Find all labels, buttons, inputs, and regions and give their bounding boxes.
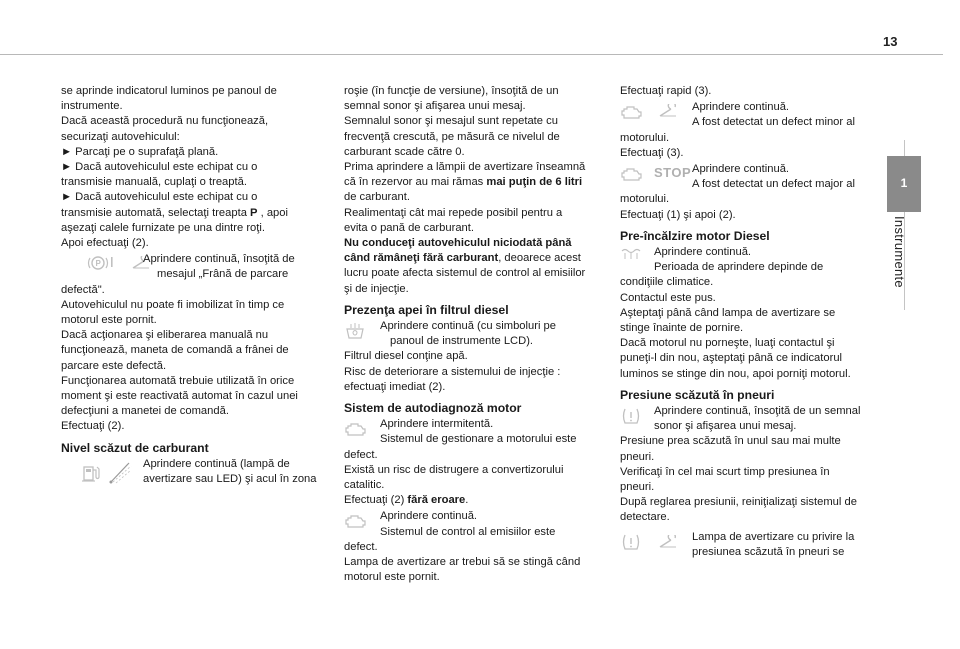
text-line: Aprindere continuă (lampă de bbox=[143, 457, 290, 470]
wrench-icon bbox=[658, 104, 680, 118]
text-line: instrumente. bbox=[61, 100, 123, 113]
low-fuel-warning-row bbox=[61, 457, 323, 487]
warning-icons bbox=[620, 100, 692, 119]
text-line: de carburant. bbox=[344, 191, 410, 204]
text-line: Dacă motorul nu porneşte, luaţi contactul şi bbox=[620, 337, 835, 350]
header-rule bbox=[0, 54, 943, 55]
text-line: lucru poate afecta sistemul de control al emisiilor bbox=[344, 267, 586, 280]
text-line: Lampa de avertizare cu privire la bbox=[692, 530, 855, 543]
warning-icons bbox=[344, 417, 380, 436]
text-line: Perioada de aprindere depinde de bbox=[654, 261, 824, 274]
section-heading-water-in-filter: Prezenţa apei în filtrul diesel bbox=[344, 302, 509, 317]
text-line: Prima aprindere a lămpii de avertizare înseamnă bbox=[344, 161, 586, 174]
text-line: Efectuaţi (1) şi apoi (2). bbox=[620, 208, 736, 221]
engine-flashing-row bbox=[344, 417, 606, 447]
text-line bbox=[344, 251, 606, 266]
text-line: Aprindere continuă. bbox=[692, 101, 790, 114]
water-filter-icon bbox=[344, 322, 366, 340]
icon-description bbox=[143, 457, 317, 487]
engine-icon bbox=[344, 420, 368, 436]
text-line: sonor şi afişarea unui mesaj. bbox=[654, 420, 797, 433]
chapter-number: 1 bbox=[900, 176, 908, 190]
text-line: panoul de instrumente LCD). bbox=[390, 335, 534, 348]
fuel-gauge-needle-icon bbox=[107, 460, 133, 486]
text-line: se aprinde indicatorul luminos pe panoul de bbox=[61, 85, 277, 97]
text-line: Sistemul de gestionare a motorului este bbox=[380, 433, 577, 446]
engine-icon bbox=[620, 103, 644, 119]
text-line: securizaţi autovehiculul: bbox=[61, 130, 180, 143]
wrench-icon bbox=[658, 535, 680, 549]
text-line: ► Dacă autovehiculul este echipat cu o bbox=[61, 161, 258, 174]
text-line: condiţiile climatice. bbox=[620, 276, 714, 289]
warning-icons bbox=[620, 245, 654, 260]
text-line: Autovehiculul nu poate fi imobilizat în timp ce bbox=[61, 298, 285, 311]
icon-description bbox=[692, 530, 854, 560]
text-line: Semnalul sonor şi mesajul sunt repetate cu bbox=[344, 115, 558, 128]
text-line: A fost detectat un defect minor al bbox=[692, 116, 855, 129]
section-heading-engine-self-diagnosis: Sistem de autodiagnoză motor bbox=[344, 401, 522, 416]
text-line: Aprindere continuă. bbox=[692, 163, 790, 176]
text-line: Efectuaţi (3). bbox=[620, 146, 684, 159]
minor-engine-fault-row bbox=[620, 100, 882, 130]
text-line bbox=[61, 206, 323, 221]
text-line: avertizare sau LED) şi acul în zona bbox=[143, 473, 317, 486]
text-line: Nu conduceţi autovehiculul niciodată până bbox=[344, 237, 572, 250]
text-line: Aprindere continuă, însoţită de bbox=[143, 253, 295, 266]
parking-brake-warning-row bbox=[61, 252, 323, 282]
warning-icons bbox=[61, 252, 143, 271]
text-line: Efectuaţi (2). bbox=[61, 420, 125, 433]
text-line: semnal sonor şi afişarea unui mesaj. bbox=[344, 100, 526, 113]
preheating-row bbox=[620, 245, 882, 275]
text-line: efectuaţi imediat (2). bbox=[344, 380, 446, 393]
engine-icon bbox=[620, 165, 644, 181]
text-line: aşezaţi calele furnizate pe una dintre roţi. bbox=[61, 221, 265, 234]
text-line: Dacă această procedură nu funcţionează, bbox=[61, 115, 269, 128]
icon-description bbox=[692, 100, 855, 130]
tyre-pressure-icon bbox=[620, 533, 642, 551]
text-line: Funcţionarea automată trebuie utilizată în orice bbox=[61, 374, 295, 387]
icon-description bbox=[654, 245, 823, 275]
text-line: pneuri. bbox=[620, 481, 655, 494]
text-bold: mai puţin de 6 litri bbox=[486, 176, 583, 189]
text-line: Aprindere continuă. bbox=[654, 246, 752, 259]
text-line: defectă". bbox=[61, 283, 105, 296]
text-line: Aşteptaţi până când lampa de avertizare se bbox=[620, 306, 836, 319]
tyre-pressure-row bbox=[620, 404, 882, 434]
text-line: defecţiuni a manetei de comandă. bbox=[61, 405, 229, 418]
text-line: După reglarea presiunii, reiniţializaţi sistemul de bbox=[620, 496, 857, 509]
gear-p-label: P bbox=[250, 206, 258, 219]
text-line: carburant scade către 0. bbox=[344, 145, 465, 158]
text-fragment: că în rezervor au mai rămas bbox=[344, 176, 487, 189]
icon-description bbox=[380, 509, 555, 539]
text-line: puneţi-l din nou, aşteptaţi până ce indicatorul bbox=[620, 352, 843, 365]
stop-icon: STOP bbox=[654, 165, 692, 181]
icon-description bbox=[380, 319, 556, 349]
section-heading-tyre-pressure: Presiune scăzută în pneuri bbox=[620, 387, 775, 402]
text-line: mesajul „Frână de parcare bbox=[157, 268, 289, 281]
warning-icons bbox=[344, 509, 380, 528]
text-line: Verificaţi în cel mai scurt timp presiunea în bbox=[620, 465, 830, 478]
text-line: defect. bbox=[344, 540, 378, 553]
warning-icons bbox=[344, 319, 380, 340]
text-fragment: . bbox=[465, 494, 469, 507]
text-line: transmisie manuală, cuplaţi o treaptă. bbox=[61, 176, 247, 189]
text-fragment: Efectuaţi (2) bbox=[344, 494, 408, 507]
text-line: defect. bbox=[344, 448, 378, 461]
warning-icons bbox=[620, 404, 654, 425]
icon-description bbox=[143, 252, 295, 282]
text-line: presiunea scăzută în pneuri se bbox=[692, 545, 845, 558]
text-line: stinge înainte de pornire. bbox=[620, 322, 744, 335]
text-line: detectare. bbox=[620, 511, 670, 524]
text-line: Aprindere continuă, însoţită de un semnal bbox=[654, 405, 861, 418]
column-2 bbox=[344, 84, 606, 586]
text-line: Contactul este pus. bbox=[620, 291, 716, 304]
text-line: Aprindere continuă (cu simboluri pe bbox=[380, 320, 556, 333]
text-line: Dacă acţionarea şi eliberarea manuală nu bbox=[61, 329, 269, 342]
text-fragment: , deoarece acest bbox=[498, 252, 581, 265]
text-line: frecvenţă crescută, pe măsură ce nivelul de bbox=[344, 130, 560, 143]
text-line bbox=[344, 175, 606, 190]
text-line: motorul este pornit. bbox=[344, 571, 440, 584]
warning-icons bbox=[620, 162, 692, 181]
text-line: motorului. bbox=[620, 193, 670, 206]
water-in-filter-row bbox=[344, 319, 606, 349]
text-line: şi de injecţie. bbox=[344, 282, 409, 295]
section-heading-diesel-preheating: Pre-încălzire motor Diesel bbox=[620, 228, 770, 243]
text-line: moment şi este reactivată automat în cazul unei bbox=[61, 390, 298, 403]
text-line: Aprindere continuă. bbox=[380, 510, 478, 523]
svg-text:P: P bbox=[95, 259, 101, 269]
glow-plug-icon bbox=[620, 248, 642, 260]
text-line: Filtrul diesel conţine apă. bbox=[344, 350, 468, 363]
text-line: Există un risc de distrugere a convertizorului bbox=[344, 463, 564, 476]
icon-description bbox=[654, 404, 860, 434]
text-line: evita o pană de carburant. bbox=[344, 221, 474, 234]
text-fragment: transmisie automată, selectaţi treapta bbox=[61, 206, 251, 219]
text-line: ► Parcaţi pe o suprafaţă plană. bbox=[61, 145, 219, 158]
text-line: parcare este defectă. bbox=[61, 359, 167, 372]
text-fragment: , apoi bbox=[257, 206, 288, 219]
icon-description bbox=[692, 162, 855, 192]
text-line: roşie (în funcţie de versiune), însoţită de un bbox=[344, 85, 559, 97]
text-line bbox=[344, 493, 606, 508]
text-bold: când rămâneţi fără carburant bbox=[344, 252, 499, 265]
text-line: Lampa de avertizare ar trebui să se stingă când bbox=[344, 556, 581, 569]
column-3 bbox=[620, 84, 882, 560]
text-line: pneuri. bbox=[620, 450, 655, 463]
text-line: Realimentaţi cât mai repede posibil pentru a bbox=[344, 206, 563, 219]
text-line: A fost detectat un defect major al bbox=[692, 178, 855, 191]
text-line: Aprindere intermitentă. bbox=[380, 418, 494, 431]
fuel-pump-icon bbox=[81, 461, 101, 485]
text-bold: fără eroare bbox=[407, 494, 466, 507]
parking-brake-icon bbox=[87, 255, 115, 271]
chapter-title: Instrumente bbox=[892, 216, 907, 288]
text-line: Risc de deteriorare a sistemului de injecţie : bbox=[344, 365, 561, 378]
text-line: Sistemul de control al emisiilor este bbox=[380, 525, 556, 538]
text-line: ► Dacă autovehiculul este echipat cu o bbox=[61, 191, 258, 204]
tyre-pressure-lamp-row bbox=[620, 530, 882, 560]
section-heading-low-fuel: Nivel scăzut de carburant bbox=[61, 440, 209, 455]
text-line: Efectuaţi rapid (3). bbox=[620, 85, 712, 97]
text-line: funcţionează, maneta de comandă a frânei de bbox=[61, 344, 289, 357]
text-line: motorului. bbox=[620, 131, 670, 144]
engine-continuous-row bbox=[344, 509, 606, 539]
text-line: Apoi efectuaţi (2). bbox=[61, 237, 149, 250]
major-engine-fault-row bbox=[620, 162, 882, 192]
text-line: catalitic. bbox=[344, 479, 385, 492]
text-line: luminos se stinge din nou, apoi porniţi motorul. bbox=[620, 367, 851, 380]
warning-icons bbox=[61, 457, 143, 486]
tyre-pressure-icon bbox=[620, 407, 642, 425]
column-1 bbox=[61, 84, 323, 487]
warning-icons bbox=[620, 530, 692, 551]
engine-icon bbox=[344, 512, 368, 528]
page-number: 13 bbox=[883, 34, 898, 49]
icon-description bbox=[380, 417, 577, 447]
text-line: Presiune prea scăzută în unul sau mai multe bbox=[620, 435, 841, 448]
text-line: motorul este pornit. bbox=[61, 314, 157, 327]
